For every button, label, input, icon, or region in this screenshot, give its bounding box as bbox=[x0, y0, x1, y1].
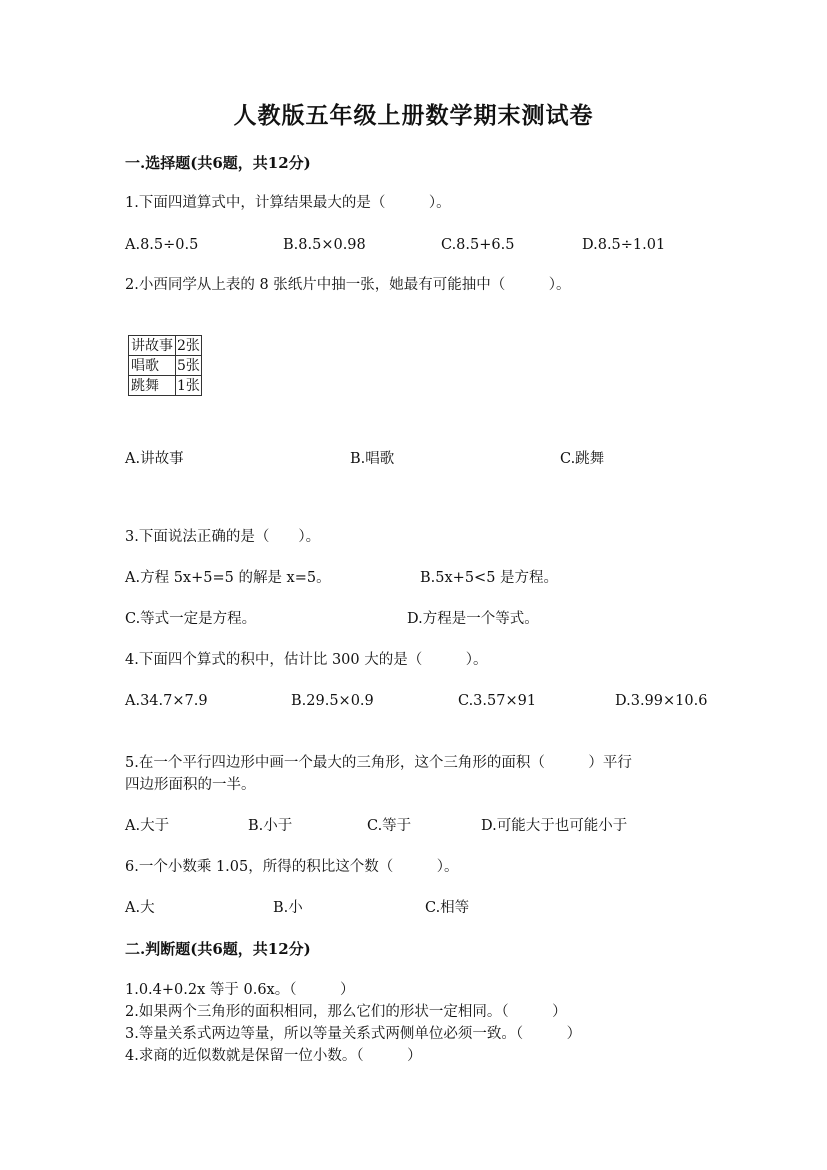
table-cell-label: 讲故事 bbox=[129, 336, 176, 356]
card-count-table bbox=[128, 335, 202, 396]
question-5-line-1: 5.在一个平行四边形中画一个最大的三角形，这个三角形的面积（ ）平行 bbox=[125, 755, 632, 771]
q4-option-d: D.3.99×10.6 bbox=[615, 693, 708, 709]
question-6: 6.一个小数乘 1.05，所得的积比这个数（ ）。 bbox=[125, 859, 459, 875]
page-title: 人教版五年级上册数学期末测试卷 bbox=[233, 102, 594, 129]
table-cell-count: 1张 bbox=[176, 376, 202, 396]
table-row bbox=[129, 336, 202, 356]
q6-option-c: C.相等 bbox=[425, 900, 470, 916]
table-cell-count: 5张 bbox=[176, 356, 202, 376]
q1-option-b: B.8.5×0.98 bbox=[283, 237, 366, 253]
q5-option-b: B.小于 bbox=[248, 818, 293, 834]
q4-option-c: C.3.57×91 bbox=[458, 693, 537, 709]
question-3: 3.下面说法正确的是（ ）。 bbox=[125, 529, 321, 545]
q1-option-d: D.8.5÷1.01 bbox=[582, 237, 666, 253]
q3-option-c: C.等式一定是方程。 bbox=[125, 611, 257, 627]
table-row bbox=[129, 376, 202, 396]
question-1: 1.下面四道算式中，计算结果最大的是（ ）。 bbox=[125, 195, 451, 211]
q2-option-b: B.唱歌 bbox=[350, 451, 395, 467]
q3-option-a: A.方程 5x+5=5 的解是 x=5。 bbox=[125, 570, 331, 586]
question-5-line-2: 四边形面积的一半。 bbox=[125, 777, 256, 793]
table-row bbox=[129, 356, 202, 376]
q1-option-c: C.8.5+6.5 bbox=[441, 237, 515, 253]
section-heading-judge: 二.判断题(共6题，共12分) bbox=[125, 940, 311, 958]
q5-option-c: C.等于 bbox=[367, 818, 412, 834]
judge-item-1: 1.0.4+0.2x 等于 0.6x。（ ） bbox=[125, 982, 355, 998]
q5-option-a: A.大于 bbox=[125, 818, 170, 834]
q4-option-a: A.34.7×7.9 bbox=[125, 693, 208, 709]
table-cell-label: 跳舞 bbox=[129, 376, 176, 396]
table-cell-count: 2张 bbox=[176, 336, 202, 356]
table-cell-label: 唱歌 bbox=[129, 356, 176, 376]
q6-option-b: B.小 bbox=[273, 900, 303, 916]
q3-option-d: D.方程是一个等式。 bbox=[407, 611, 539, 627]
q6-option-a: A.大 bbox=[125, 900, 155, 916]
judge-item-4: 4.求商的近似数就是保留一位小数。（ ） bbox=[125, 1048, 422, 1064]
q2-option-a: A.讲故事 bbox=[125, 451, 184, 467]
q3-option-b: B.5x+5<5 是方程。 bbox=[420, 570, 559, 586]
section-heading-choice: 一.选择题(共6题，共12分) bbox=[125, 154, 311, 172]
q5-option-d: D.可能大于也可能小于 bbox=[481, 818, 628, 834]
judge-item-3: 3.等量关系式两边等量，所以等量关系式两侧单位必须一致。（ ） bbox=[125, 1026, 582, 1042]
question-4: 4.下面四个算式的积中，估计比 300 大的是（ ）。 bbox=[125, 652, 488, 668]
q4-option-b: B.29.5×0.9 bbox=[291, 693, 374, 709]
judge-item-2: 2.如果两个三角形的面积相同，那么它们的形状一定相同。（ ） bbox=[125, 1004, 567, 1020]
q2-option-c: C.跳舞 bbox=[560, 451, 605, 467]
q1-option-a: A.8.5÷0.5 bbox=[125, 237, 199, 253]
question-2: 2.小西同学从上表的 8 张纸片中抽一张，她最有可能抽中（ ）。 bbox=[125, 277, 571, 293]
